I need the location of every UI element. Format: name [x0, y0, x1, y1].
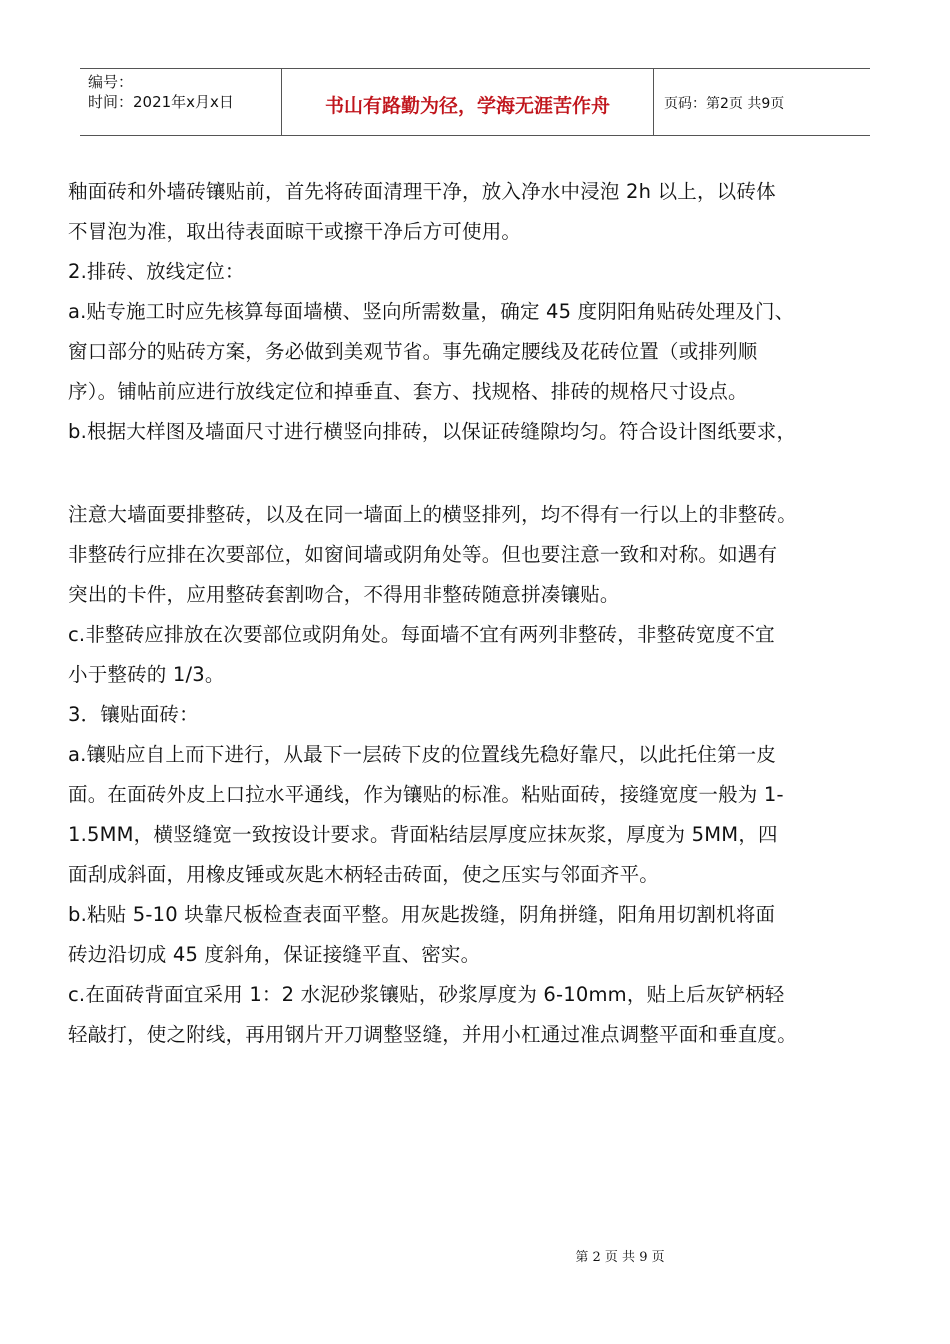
header-meta — [80, 69, 282, 135]
body-line: b.根据大样图及墙面尺寸进行横竖向排砖，以保证砖缝隙均匀。符合设计图纸要求， — [68, 420, 797, 443]
body-line: 1.5MM，横竖缝宽一致按设计要求。背面粘结层厚度应抹灰浆，厚度为 5MM，四 — [68, 823, 778, 846]
body-line: 3．镶贴面砖： — [68, 703, 199, 726]
body-line: a.镶贴应自上而下进行，从最下一层砖下皮的位置线先稳好靠尺，以此托住第一皮 — [68, 743, 777, 766]
body-line: 窗口部分的贴砖方案，务必做到美观节省。事先确定腰线及花砖位置（或排列顺 — [68, 340, 758, 363]
body-line: a.贴专施工时应先核算每面墙横、竖向所需数量，确定 45 度阴阳角贴砖处理及门、 — [68, 300, 795, 323]
body-line: 小于整砖的 1/3。 — [68, 663, 225, 686]
body-line: 非整砖行应排在次要部位，如窗间墙或阴角处等。但也要注意一致和对称。如遇有 — [68, 543, 778, 566]
body-line: c.在面砖背面宜采用 1：2 水泥砂浆镶贴，砂浆厚度为 6-10mm，贴上后灰铲柄轻 — [68, 983, 785, 1006]
page-footer — [0, 1246, 950, 1265]
body-line: 不冒泡为准，取出待表面晾干或擦干净后方可使用。 — [68, 220, 522, 243]
body-line: 砖边沿切成 45 度斜角，保证接缝平直、密实。 — [68, 943, 481, 966]
body-line: 突出的卡件，应用整砖套割吻合，不得用非整砖随意拼凑镶贴。 — [68, 583, 620, 606]
document-body — [68, 172, 898, 1055]
header-page-info: 页码：第2页 共9页 — [664, 96, 785, 112]
page-header — [80, 68, 870, 136]
body-line: 2.排砖、放线定位： — [68, 260, 245, 283]
body-line: 釉面砖和外墙砖镶贴前，首先将砖面清理干净，放入净水中浸泡 2h 以上，以砖体 — [68, 180, 776, 203]
body-line: c.非整砖应排放在次要部位或阴角处。每面墙不宜有两列非整砖，非整砖宽度不宜 — [68, 623, 775, 646]
time-label: 时间：2021年x月x日 — [88, 93, 234, 111]
body-line: 序）。铺帖前应进行放线定位和掉垂直、套方、找规格、排砖的规格尺寸设点。 — [68, 380, 748, 403]
body-line: 轻敲打，使之附线，再用钢片开刀调整竖缝，并用小杠通过准点调整平面和垂直度。 — [68, 1023, 797, 1046]
body-line: b.粘贴 5-10 块靠尺板检查表面平整。用灰匙拨缝，阴角拼缝，阳角用切割机将面 — [68, 903, 776, 926]
number-label: 编号： — [88, 73, 134, 91]
body-line: 注意大墙面要排整砖，以及在同一墙面上的横竖排列，均不得有一行以上的非整砖。 — [68, 503, 797, 526]
body-line: 面。在面砖外皮上口拉水平通线，作为镶贴的标准。粘贴面砖，接缝宽度一般为 1- — [68, 783, 784, 806]
footer-page-number: 第 2 页 共 9 页 — [575, 1250, 665, 1265]
body-line: 面刮成斜面，用橡皮锤或灰匙木柄轻击砖面，使之压实与邻面齐平。 — [68, 863, 660, 886]
header-motto: 书山有路勤为径，学海无涯苦作舟 — [282, 69, 654, 135]
